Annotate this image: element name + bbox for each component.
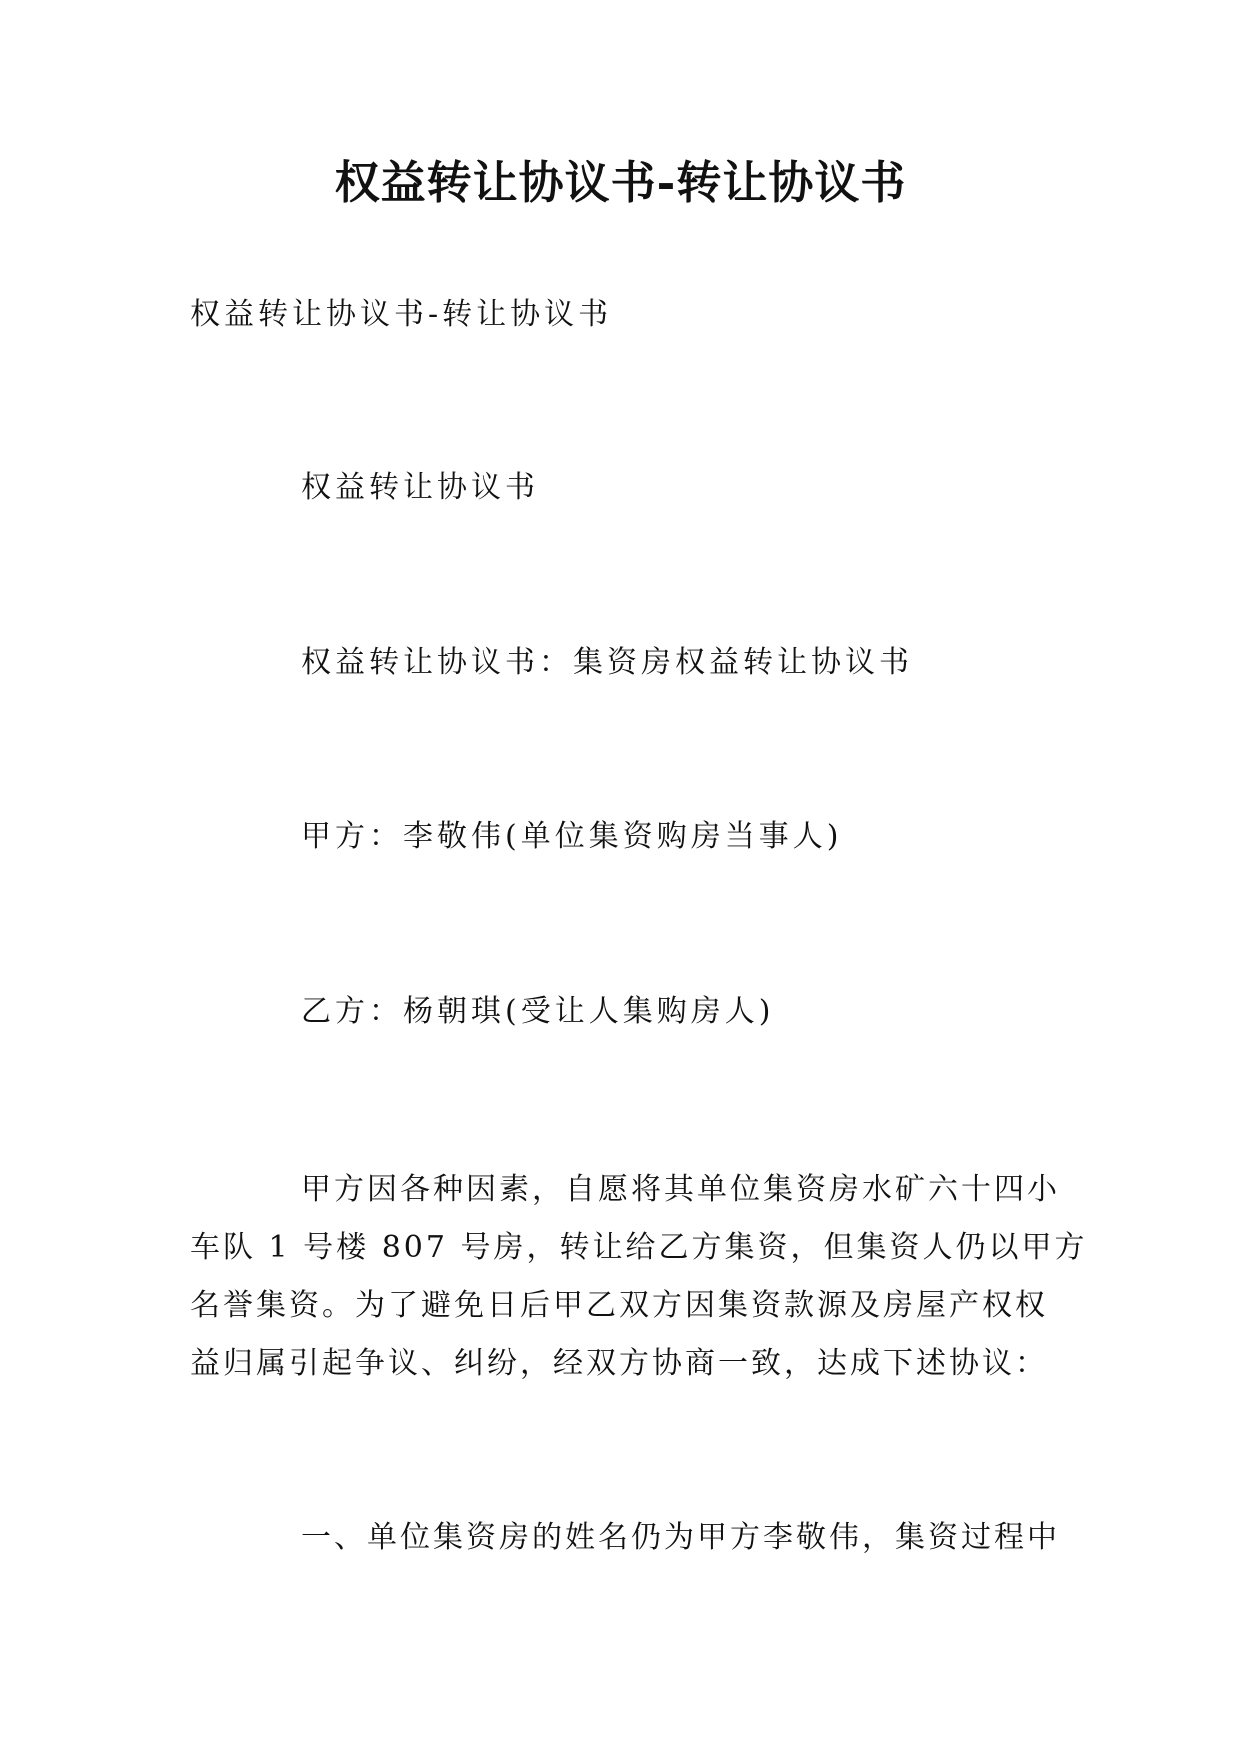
intro-paragraph [190, 1161, 1088, 1393]
intro-line: 甲方因各种因素，自愿将其单位集资房水矿六十四小 [301, 1172, 1060, 1207]
agreement-heading: 权益转让协议书 [301, 470, 539, 505]
intro-line: 车队 1 号楼 807 号房，转让给乙方集资，但集资人仍以甲方 [190, 1230, 1088, 1265]
clause-1-paragraph [190, 1509, 1060, 1567]
party-a-line: 甲方：李敬伟(单位集资购房当事人) [301, 819, 843, 854]
party-b-line: 乙方：杨朝琪(受让人集购房人) [301, 994, 775, 1029]
document-title: 权益转让协议书-转让协议书 [334, 156, 907, 209]
agreement-subject: 权益转让协议书：集资房权益转让协议书 [301, 645, 913, 680]
intro-line: 益归属引起争议、纠纷，经双方协商一致，达成下述协议： [190, 1346, 1048, 1381]
document-subtitle: 权益转让协议书-转让协议书 [190, 297, 613, 332]
clause-1-line: 一、单位集资房的姓名仍为甲方李敬伟，集资过程中 [301, 1520, 1060, 1555]
intro-line: 名誉集资。为了避免日后甲乙双方因集资款源及房屋产权权 [190, 1288, 1048, 1323]
